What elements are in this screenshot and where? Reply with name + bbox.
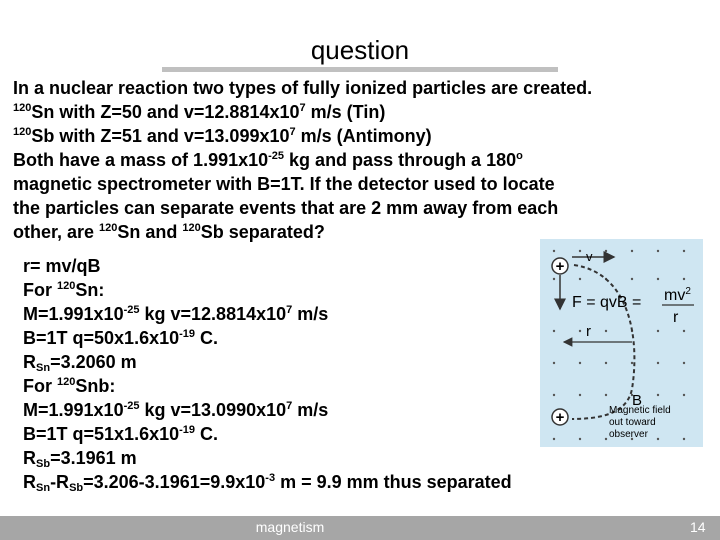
field-dot	[631, 278, 633, 280]
field-dot	[631, 250, 633, 252]
solution-line-7: $M=1.991x10^{-25}$ kg $v=13.0990x10^7$ m/s	[23, 400, 329, 420]
solution-line-3: $M=1.991x10^{-25}$ kg $v=12.8814x10^7$ m/s	[23, 304, 329, 324]
field-dot	[605, 438, 607, 440]
field-dot	[553, 330, 555, 332]
charge-top-sign: +	[555, 258, 565, 275]
field-dot	[683, 394, 685, 396]
field-dot	[553, 394, 555, 396]
field-dot	[553, 438, 555, 440]
solution-line-6: For $^{120}$Snb:	[23, 376, 116, 396]
field-label: B	[632, 392, 643, 409]
field-dot	[579, 394, 581, 396]
question-line-6: the particles can separate events that are 2 mm away from each	[13, 198, 559, 218]
field-dot	[553, 250, 555, 252]
slide-number: 14	[690, 519, 706, 535]
solution-line-2: For $^{120}$Sn:	[23, 280, 105, 300]
footer-bar	[0, 516, 720, 540]
solution-line-4: B=1T $q=50x1.6x10^{-19}$ C.	[23, 328, 219, 348]
solution-line-1: r= mv/qB	[23, 256, 101, 276]
field-dot	[605, 362, 607, 364]
field-note-1: Magnetic field	[609, 405, 671, 416]
field-dot	[683, 330, 685, 332]
field-dot	[683, 250, 685, 252]
diagram-svg	[540, 239, 703, 447]
field-dot	[579, 438, 581, 440]
field-dot	[579, 278, 581, 280]
field-dot	[631, 362, 633, 364]
fraction-denominator: r	[673, 309, 679, 326]
question-line-4: Both have a mass of $1.991x10^{-25}$ kg and pass through a 180$^o$	[13, 150, 523, 170]
question-line-1: In a nuclear reaction two types of fully ionized particles are created.	[13, 78, 593, 98]
slide-title: question	[310, 35, 410, 65]
radius-label: r	[586, 323, 591, 340]
field-dot	[579, 250, 581, 252]
fraction-numerator: $mv^2$	[664, 286, 691, 304]
field-dot	[605, 250, 607, 252]
field-dot	[553, 278, 555, 280]
title-underline	[162, 67, 558, 72]
field-dot	[683, 438, 685, 440]
field-dot	[657, 250, 659, 252]
question-line-2: $^{120}$Sn with Z=50 and $v=12.8814x10^7$ m/s (Tin)	[13, 102, 386, 122]
velocity-label: v	[586, 249, 593, 264]
magnetic-field-diagram	[540, 239, 703, 447]
field-note-2: out toward	[609, 417, 656, 428]
solution-line-8: B=1T $q=51x1.6x10^{-19}$ C.	[23, 424, 219, 444]
solution-line-9: $R_{Sb}=3.1961$ m	[23, 448, 137, 470]
question-line-3: $^{120}$Sb with Z=51 and $v=13.099x10^7$ m/s (Antimony)	[13, 126, 432, 146]
field-dot	[605, 330, 607, 332]
field-dot	[579, 330, 581, 332]
field-dot	[657, 394, 659, 396]
field-dot	[683, 362, 685, 364]
field-dot	[657, 330, 659, 332]
field-dot	[579, 362, 581, 364]
field-dot	[683, 278, 685, 280]
footer-title: magnetism	[255, 519, 325, 535]
field-note-3: observer	[609, 429, 648, 440]
force-equation: F = qvB =	[572, 294, 642, 311]
solution-line-10: $R_{Sn}-R_{Sb}=3.206-3.1961=9.9x10^{-3}$ m = 9.9 mm thus separated	[23, 472, 512, 494]
question-line-5: magnetic spectrometer with B=1T. If the detector used to locate	[13, 174, 555, 194]
question-line-7: other, are $^{120}$Sn and $^{120}$Sb separated?	[13, 222, 325, 242]
charge-bottom-sign: +	[555, 409, 565, 426]
field-dot	[657, 278, 659, 280]
field-dot	[657, 438, 659, 440]
field-dot	[605, 394, 607, 396]
solution-line-5: $R_{Sn}=3.2060$ m	[23, 352, 137, 374]
field-dot	[657, 362, 659, 364]
field-dot	[553, 362, 555, 364]
